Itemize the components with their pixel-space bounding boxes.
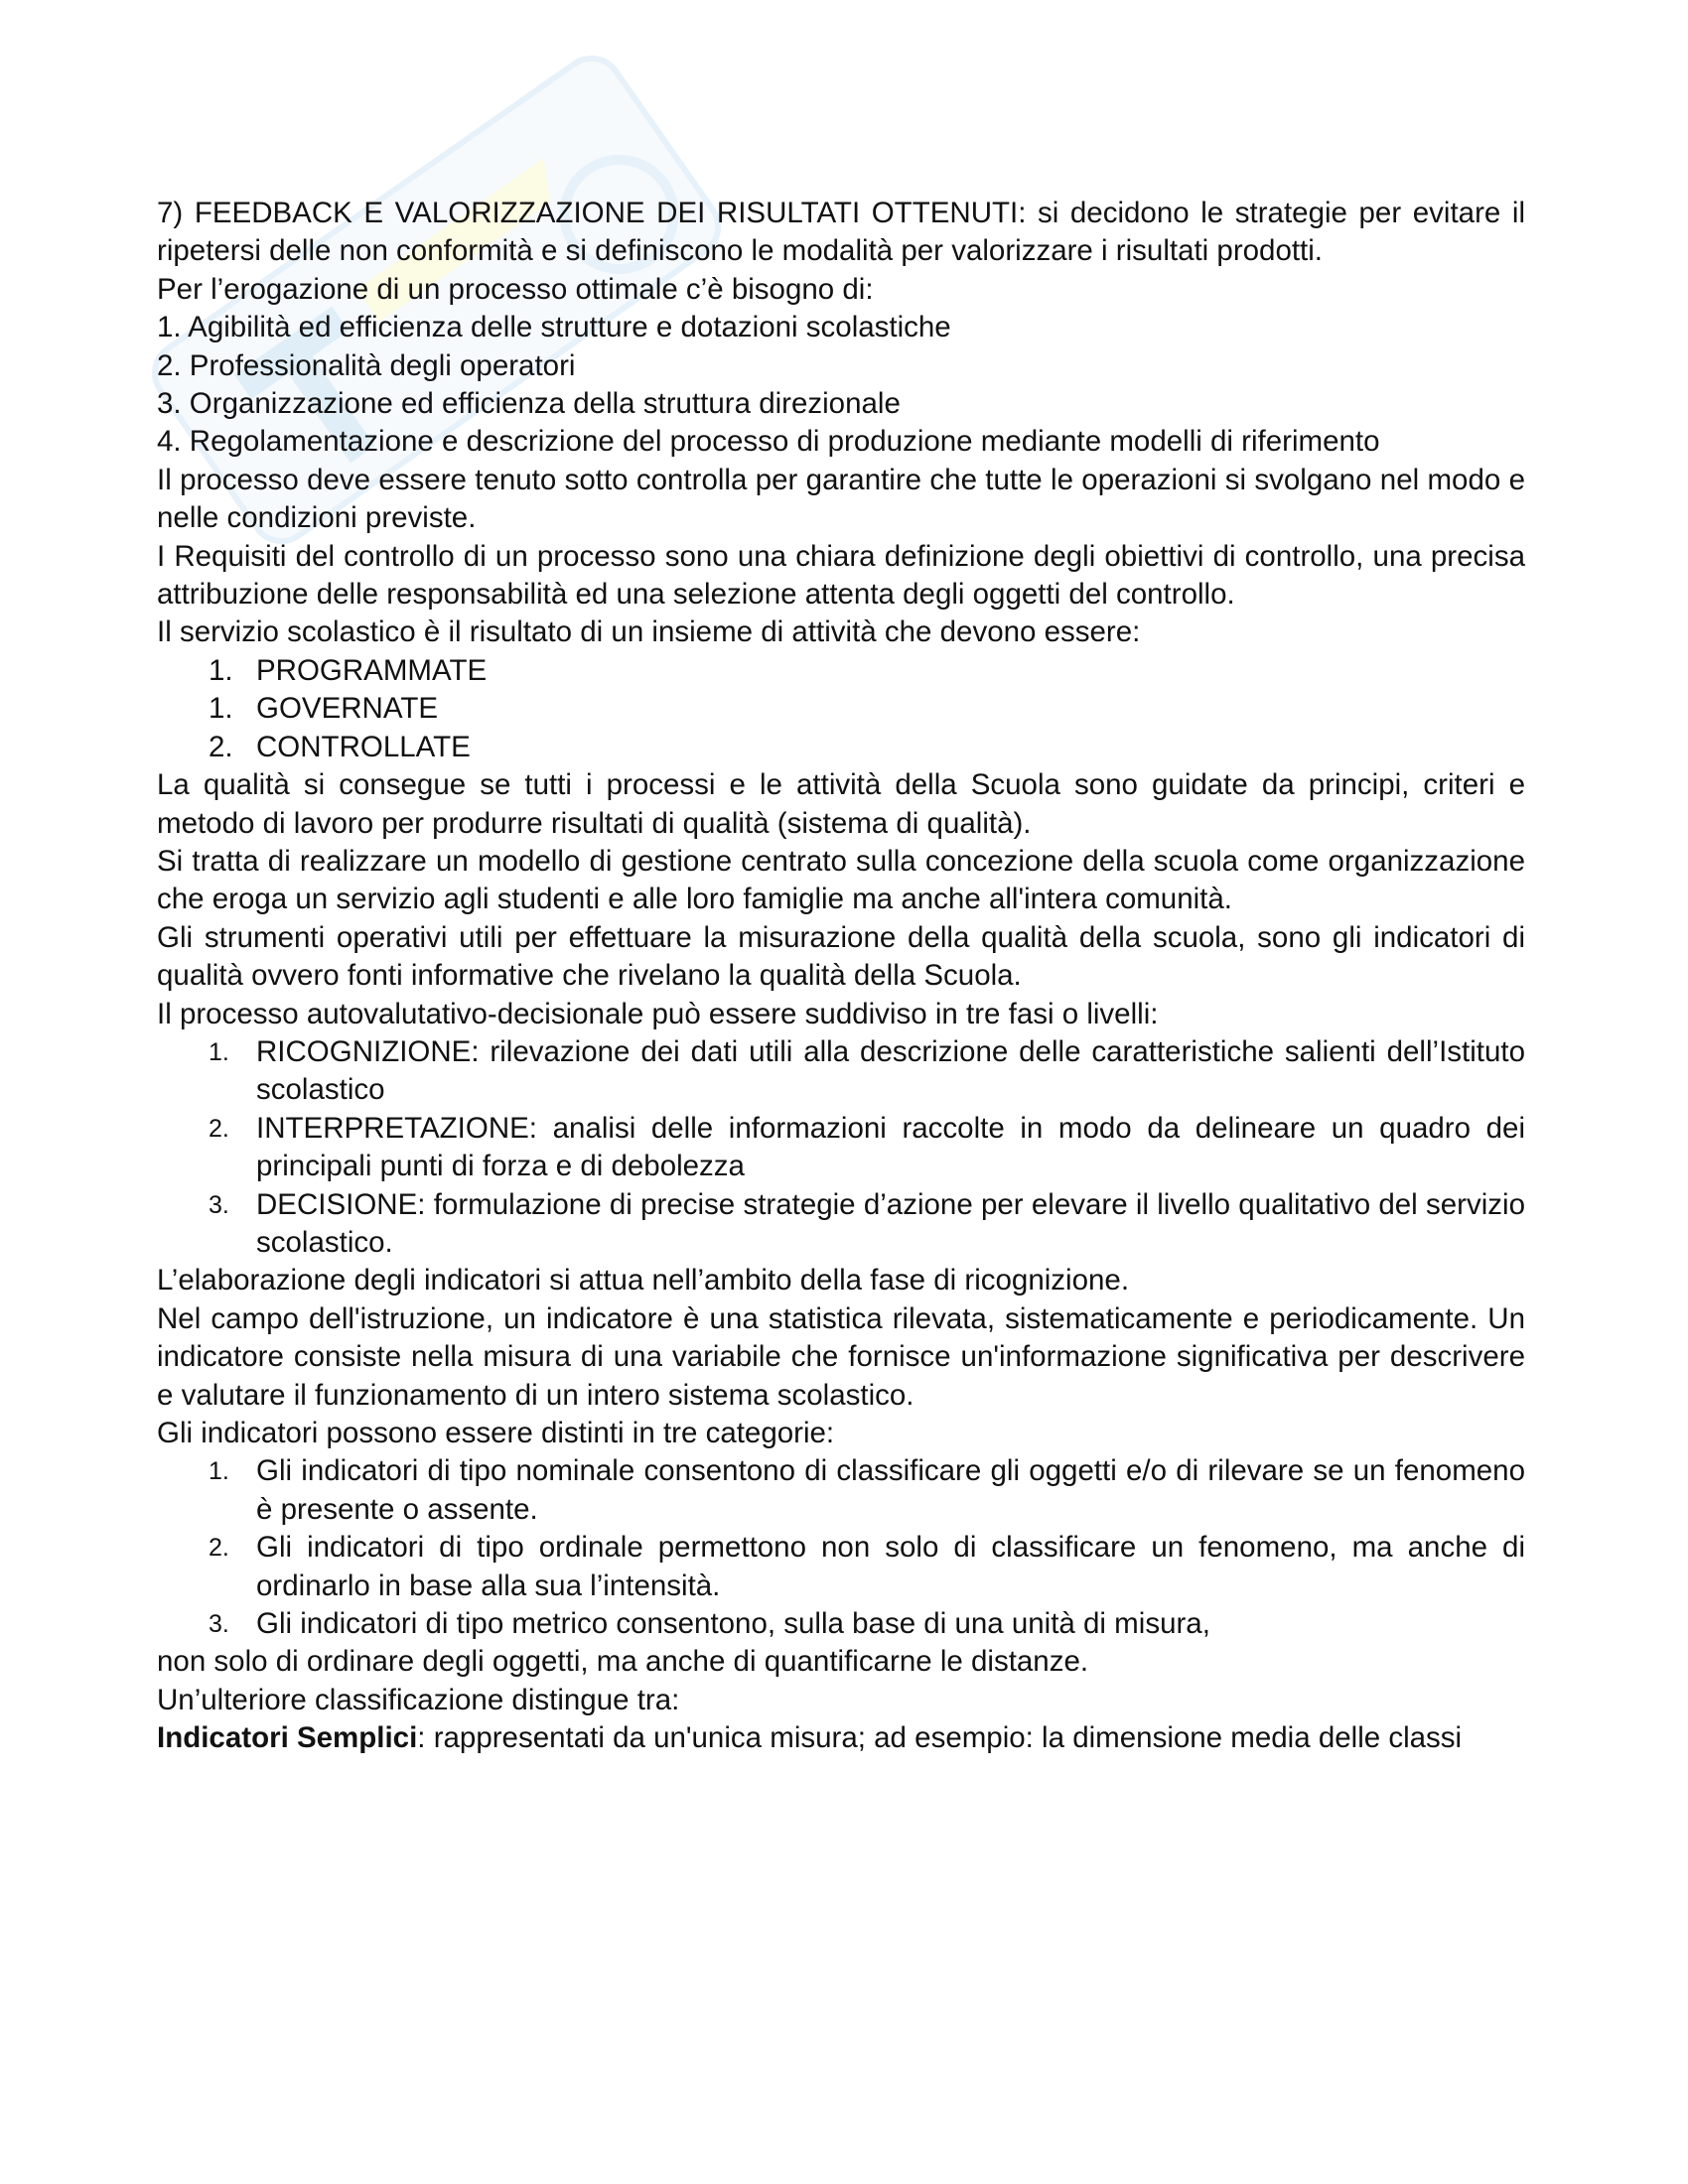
list-categories (157, 1452, 1525, 1643)
paragraph-istruzione: Nel campo dell'istruzione, un indicatore è una statistica rilevata, sistematicamente e periodicamente. Un indicatore consiste nella misura di una variabile che fornisce un'informazione significativa per descrivere e valutare il funzionamento di un intero sistema scolastico. (157, 1301, 1525, 1412)
paragraph-qualita: La qualità si consegue se tutti i processi e le attività della Scuola sono guidate da principi, criteri e metodo di lavoro per produrre risultati di qualità (sistema di qualità). (157, 768, 1525, 840)
requirement-3: 3. Organizzazione ed efficienza della struttura direzionale (157, 387, 901, 421)
paragraph-modello: Si tratta di realizzare un modello di gestione centrato sulla concezione della scuola come organizzazione che eroga un servizio agli studenti e alle loro famiglie ma anche all'intera comunità. (157, 844, 1525, 916)
list-activities (157, 652, 1525, 766)
list-item: 2. CONTROLLATE (209, 730, 471, 763)
list-item: 2. Gli indicatori di tipo ordinale permettono non solo di classificare un fenomeno, ma anche di ordinarlo in base alla sua l’intensità. (209, 1531, 1525, 1602)
list-item: 3. Gli indicatori di tipo metrico consentono, sulla base di una unità di misura, (209, 1607, 1210, 1641)
list-item: 3. DECISIONE: formulazione di precise strategie d’azione per elevare il livello qualitativo del servizio scolastico. (209, 1187, 1525, 1259)
requirement-4: 4. Regolamentazione e descrizione del processo di produzione mediante modelli di riferimento (157, 425, 1380, 459)
list-item: 2. INTERPRETAZIONE: analisi delle informazioni raccolte in modo da delineare un quadro dei principali punti di forza e di debolezza (209, 1111, 1525, 1183)
document-page (157, 195, 1525, 1758)
paragraph-feedback: 7) FEEDBACK E VALORIZZAZIONE DEI RISULTATI OTTENUTI: si decidono le strategie per evitare il ripetersi delle non conformità e si definiscono le modalità per valorizzare i risultati prodotti. (157, 197, 1525, 268)
paragraph-strumenti: Gli strumenti operativi utili per effettuare la misurazione della qualità della scuola, sono gli indicatori di qualità ovvero fonti informative che rivelano la qualità della Scuola. (157, 920, 1525, 993)
list-item: 1. RICOGNIZIONE: rilevazione dei dati utili alla descrizione delle caratteristiche salienti dell’Istituto scolastico (209, 1034, 1525, 1107)
term-indicatori-semplici: Indicatori Semplici (157, 1721, 418, 1755)
requirement-2: 2. Professionalità degli operatori (157, 348, 576, 382)
list-phases (157, 1033, 1525, 1262)
requirement-1: 1. Agibilità ed efficienza delle strutture e dotazioni scolastiche (157, 311, 951, 344)
paragraph-processo: Il processo autovalutativo-decisionale può essere suddiviso in tre fasi o livelli: (157, 997, 1159, 1030)
paragraph-indicatori-semplici: Indicatori Semplici: rappresentati da un'unica misura; ad esempio: la dimensione media delle classi (157, 1721, 1463, 1755)
paragraph-ulteriore: Un’ulteriore classificazione distingue tra: (157, 1683, 680, 1716)
paragraph-elaborazione: L’elaborazione degli indicatori si attua nell’ambito della fase di ricognizione. (157, 1264, 1130, 1297)
paragraph-requisiti: I Requisiti del controllo di un processo sono una chiara definizione degli obiettivi di controllo, una precisa attribuzione delle responsabilità ed una selezione attenta degli oggetti del controllo. (157, 539, 1525, 612)
paragraph-erogazione: Per l’erogazione di un processo ottimale c’è bisogno di: (157, 272, 874, 306)
paragraph-controllo: Il processo deve essere tenuto sotto controlla per garantire che tutte le operazioni si svolgano nel modo e nelle condizioni previste. (157, 463, 1525, 535)
paragraph-ordinare: non solo di ordinare degli oggetti, ma anche di quantificarne le distanze. (157, 1645, 1089, 1679)
list-item: 1. Gli indicatori di tipo nominale consentono di classificare gli oggetti e/o di rilevare se un fenomeno è presente o assente. (209, 1454, 1525, 1526)
paragraph-servizio: Il servizio scolastico è il risultato di un insieme di attività che devono essere: (157, 615, 1141, 649)
list-item: 1. GOVERNATE (209, 692, 439, 726)
list-item: 1. PROGRAMMATE (209, 653, 488, 687)
paragraph-categorie: Gli indicatori possono essere distinti in tre categorie: (157, 1417, 835, 1449)
